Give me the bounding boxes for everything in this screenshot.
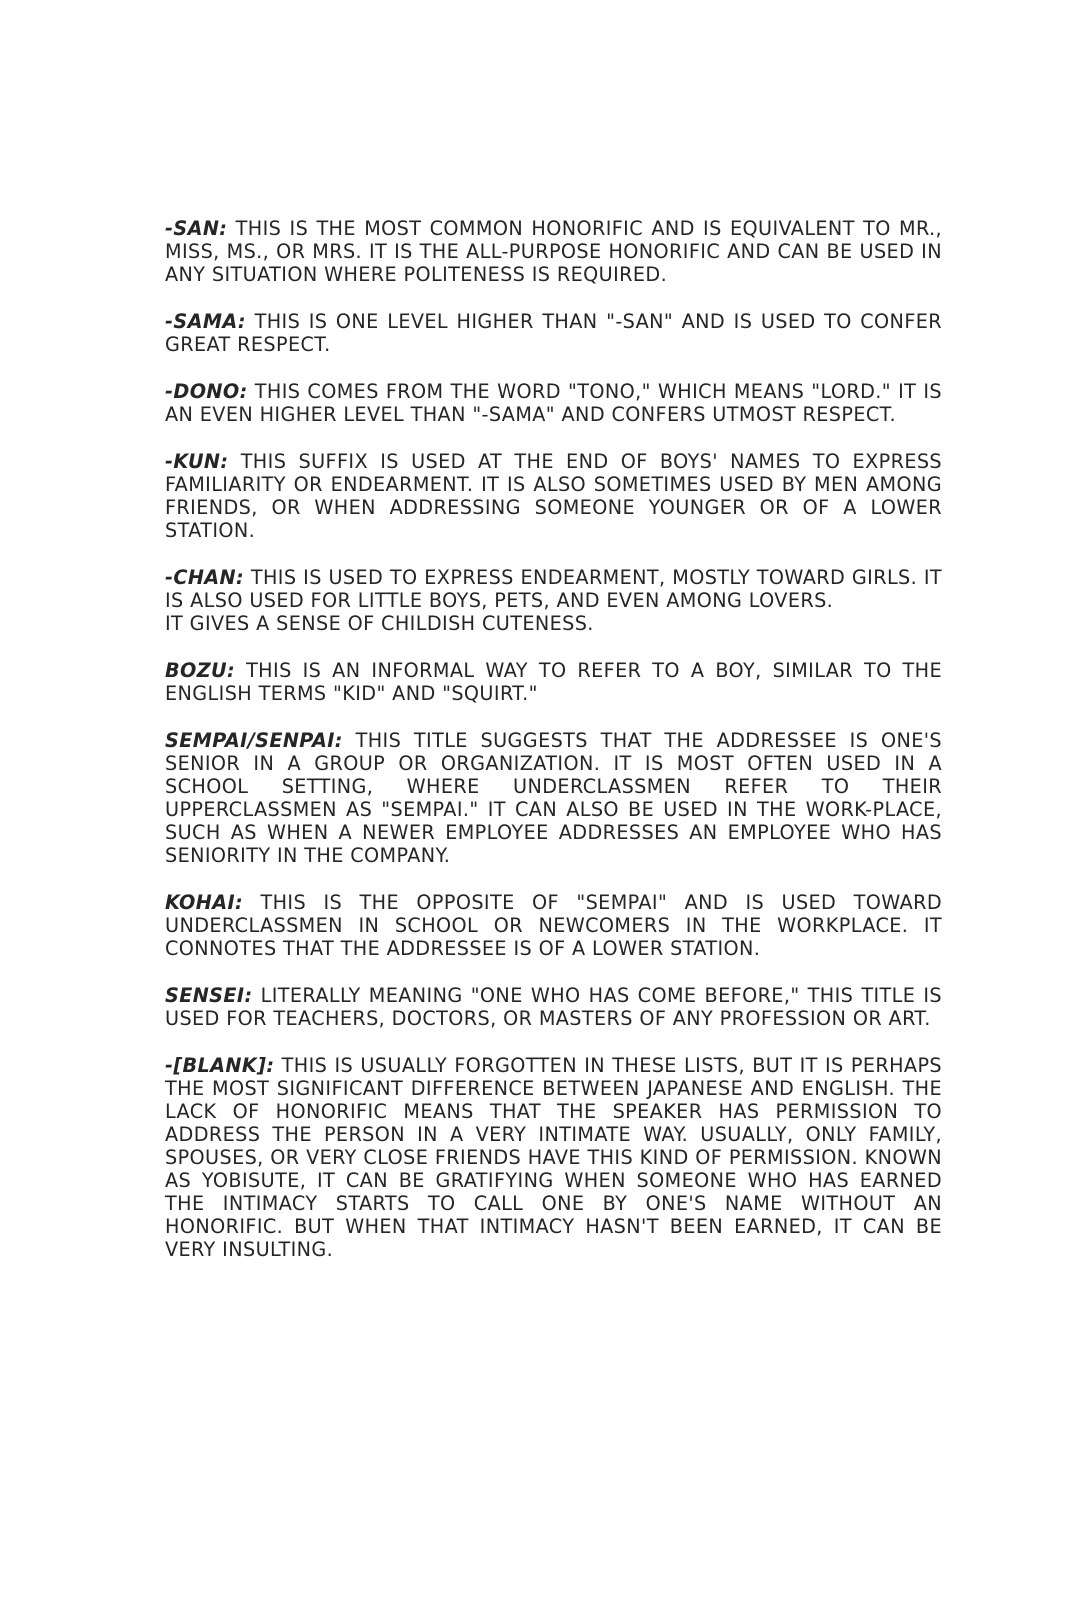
definition-dono: THIS COMES FROM THE WORD "TONO," WHICH MEANS "LORD." IT IS AN EVEN HIGHER LEVEL THAN "-SAMA" AND CONFERS UTMOST RESPECT. xyxy=(165,380,943,426)
entry-sensei xyxy=(165,984,942,1030)
definition-sempai: THIS TITLE SUGGESTS THAT THE ADDRESSEE IS ONE'S SENIOR IN A GROUP OR ORGANIZATION. IT IS MOST OFTEN USED IN A SCHOOL SETTING, WHERE UNDERCLASSMEN REFER TO THEIR UPPERCLASSMEN AS "SEMPAI." IT CAN ALSO BE USED IN THE WORK-PLACE, SUCH AS WHEN A NEWER EMPLOYEE ADDRESSES AN EMPLOYEE WHO HAS SENIORITY IN THE COMPANY. xyxy=(165,729,942,867)
definition-chan: THIS IS USED TO EXPRESS ENDEARMENT, MOSTLY TOWARD GIRLS. IT IS ALSO USED FOR LITTLE BOYS, PETS, AND EVEN AMONG LOVERS. xyxy=(165,566,943,612)
definition-kun: THIS SUFFIX IS USED AT THE END OF BOYS' NAMES TO EXPRESS FAMILIARITY OR ENDEARMENT. IT IS ALSO SOMETIMES USED BY MEN AMONG FRIENDS, OR WHEN ADDRESSING SOMEONE YOUNGER OR OF A LOWER STATION. xyxy=(165,450,943,542)
term-sempai: SEMPAI/SENPAI: xyxy=(165,729,343,752)
entry-sempai xyxy=(165,729,942,867)
term-dono: -DONO: xyxy=(165,380,248,403)
entry-kohai xyxy=(165,891,942,960)
definition-san: THIS IS THE MOST COMMON HONORIFIC AND IS EQUIVALENT TO MR., MISS, MS., OR MRS. IT IS THE ALL-PURPOSE HONORIFIC AND CAN BE USED IN ANY SITUATION WHERE POLITENESS IS REQUIRED. xyxy=(165,217,942,286)
entry-san xyxy=(165,217,942,286)
term-sensei: SENSEI: xyxy=(165,984,253,1007)
entry-blank xyxy=(165,1054,942,1261)
term-san: -SAN: xyxy=(165,217,228,240)
definition-chan-extra: IT GIVES A SENSE OF CHILDISH CUTENESS. xyxy=(165,612,594,635)
entry-sama xyxy=(165,310,942,356)
definition-blank: THIS IS USUALLY FORGOTTEN IN THESE LISTS, BUT IT IS PERHAPS THE MOST SIGNIFICANT DIFFERENCE BETWEEN JAPANESE AND ENGLISH. THE LACK OF HONORIFIC MEANS THAT THE SPEAKER HAS PERMISSION TO ADDRESS THE PERSON IN A VERY INTIMATE WAY. USUALLY, ONLY FAMILY, SPOUSES, OR VERY CLOSE FRIENDS HAVE THIS KIND OF PERMISSION. KNOWN AS YOBISUTE, IT CAN BE GRATIFYING WHEN SOMEONE WHO HAS EARNED THE INTIMACY STARTS TO CALL ONE BY ONE'S NAME WITHOUT AN HONORIFIC. BUT WHEN THAT INTIMACY HASN'T BEEN EARNED, IT CAN BE VERY INSULTING. xyxy=(165,1054,943,1261)
definition-bozu: THIS IS AN INFORMAL WAY TO REFER TO A BOY, SIMILAR TO THE ENGLISH TERMS "KID" AND "SQUIRT." xyxy=(165,659,943,705)
term-kun: -KUN: xyxy=(165,450,229,473)
entry-dono xyxy=(165,380,942,426)
definition-sensei: LITERALLY MEANING "ONE WHO HAS COME BEFORE," THIS TITLE IS USED FOR TEACHERS, DOCTORS, OR MASTERS OF ANY PROFESSION OR ART. xyxy=(165,984,942,1030)
term-kohai: KOHAI: xyxy=(165,891,244,914)
definition-sama: THIS IS ONE LEVEL HIGHER THAN "-SAN" AND IS USED TO CONFER GREAT RESPECT. xyxy=(165,310,943,356)
entry-bozu xyxy=(165,659,942,705)
term-bozu: BOZU: xyxy=(165,659,236,682)
term-chan: -CHAN: xyxy=(165,566,245,589)
definition-kohai: THIS IS THE OPPOSITE OF "SEMPAI" AND IS USED TOWARD UNDERCLASSMEN IN SCHOOL OR NEWCOMERS IN THE WORKPLACE. IT CONNOTES THAT THE ADDRESSEE IS OF A LOWER STATION. xyxy=(165,891,942,960)
term-sama: -SAMA: xyxy=(165,310,247,333)
entry-chan xyxy=(165,566,942,635)
term-blank: -[BLANK]: xyxy=(165,1054,275,1077)
entry-kun xyxy=(165,450,942,542)
